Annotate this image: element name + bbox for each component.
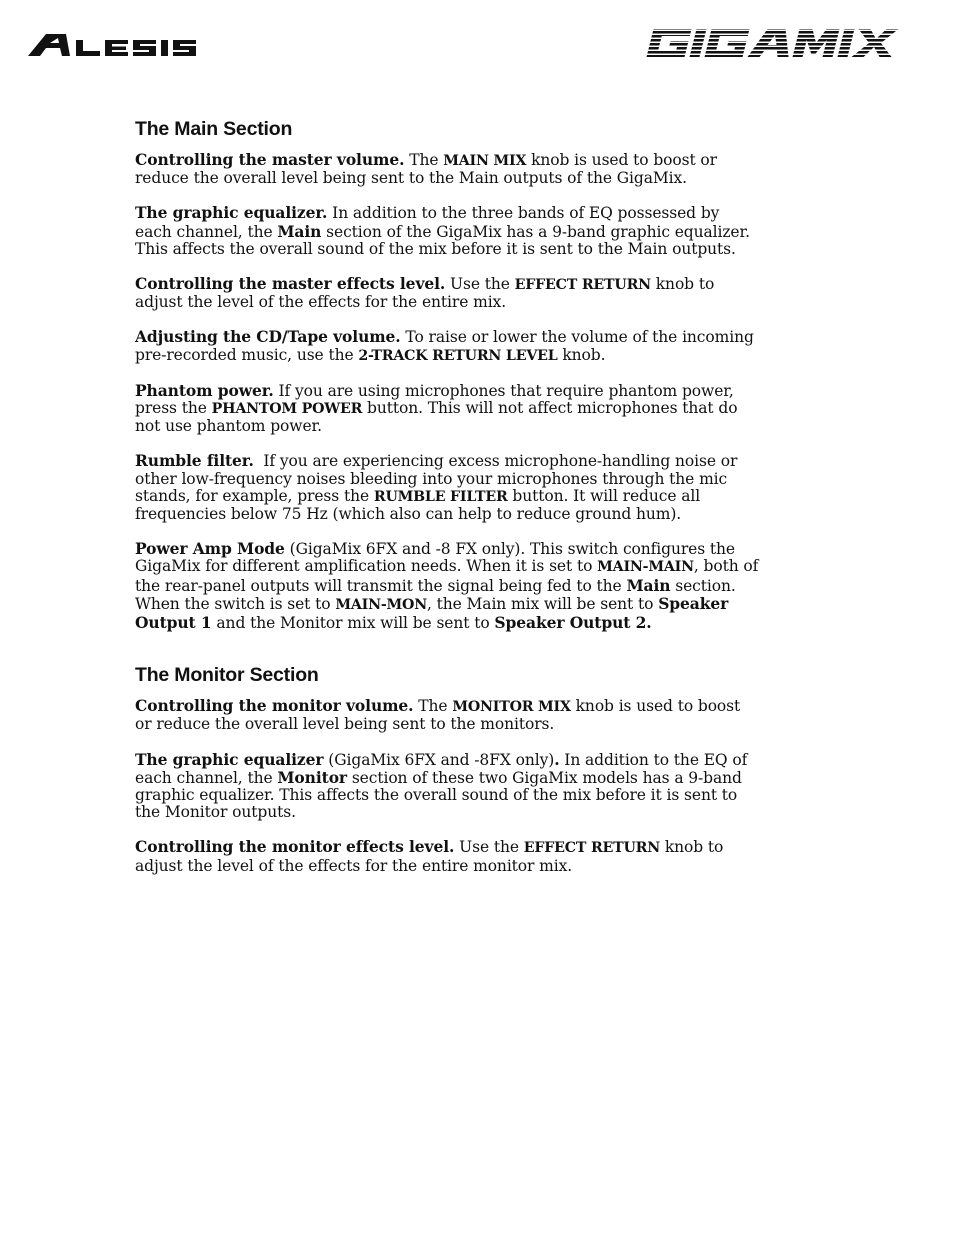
rumble-filter-paragraph: Rumble filter. If you are experiencing excess microphone-handling noise or other low-frequency noises bleeding into your microphones through the mic stands, for example, press the RUMBLE FILTER button. It will reduce all frequencies below 75 Hz (which also can help to reduce ground hum). xyxy=(135,451,743,524)
master-effects-paragraph: Controlling the master effects level. Use the EFFECT RETURN knob to adjust the level of the effects for the entire mix. xyxy=(135,274,715,312)
monitor-equalizer-paragraph: The graphic equalizer (GigaMix 6FX and -8FX only). In addition to the EQ of each channel, the Monitor section of these two GigaMix models has a 9-band graphic equalizer. This affects the overall sound of the mix before it is sent to the Monitor outputs. xyxy=(135,749,748,822)
document-body xyxy=(135,117,759,892)
master-volume-paragraph: Controlling the master volume. The MAIN MIX knob is used to boost or reduce the overall level being sent to the Main outputs of the GigaMix. xyxy=(135,150,717,188)
cd-tape-volume-paragraph: Adjusting the CD/Tape volume. To raise or lower the volume of the incoming pre-recorded music, use the 2-TRACK RETURN LEVEL knob. xyxy=(135,327,754,364)
gigamix-logo xyxy=(642,27,930,59)
power-amp-mode-paragraph: Power Amp Mode (GigaMix 6FX and -8 FX only). This switch configures the GigaMix for different amplification needs. When it is set to MAIN-MAIN, both of the rear-panel outputs will transmit the signal being fed to the Main section. When the switch is set to MAIN-MON, the Main mix will be sent to Speaker Output 1 and the Monitor mix will be sent to Speaker Output 2. xyxy=(135,539,759,633)
graphic-equalizer-paragraph: The graphic equalizer. In addition to the three bands of EQ possessed by each channel, the Main section of the GigaMix has a 9-band graphic equalizer. This affects the overall sound of the mix before it is sent to the Main outputs. xyxy=(135,203,750,258)
page-header xyxy=(0,0,954,80)
phantom-power-paragraph: Phantom power. If you are using microphones that require phantom power, press the PHANTOM POWER button. This will not affect microphones that do not use phantom power. xyxy=(135,380,738,436)
main-section-heading: The Main Section xyxy=(135,118,293,140)
monitor-section-heading: The Monitor Section xyxy=(135,664,319,687)
monitor-volume-paragraph: Controlling the monitor volume. The MONITOR MIX knob is used to boost or reduce the overall level being sent to the monitors. xyxy=(135,696,741,734)
monitor-effects-paragraph: Controlling the monitor effects level. Use the EFFECT RETURN knob to adjust the level of the effects for the entire monitor mix. xyxy=(135,837,724,875)
alesis-logo xyxy=(26,30,226,58)
